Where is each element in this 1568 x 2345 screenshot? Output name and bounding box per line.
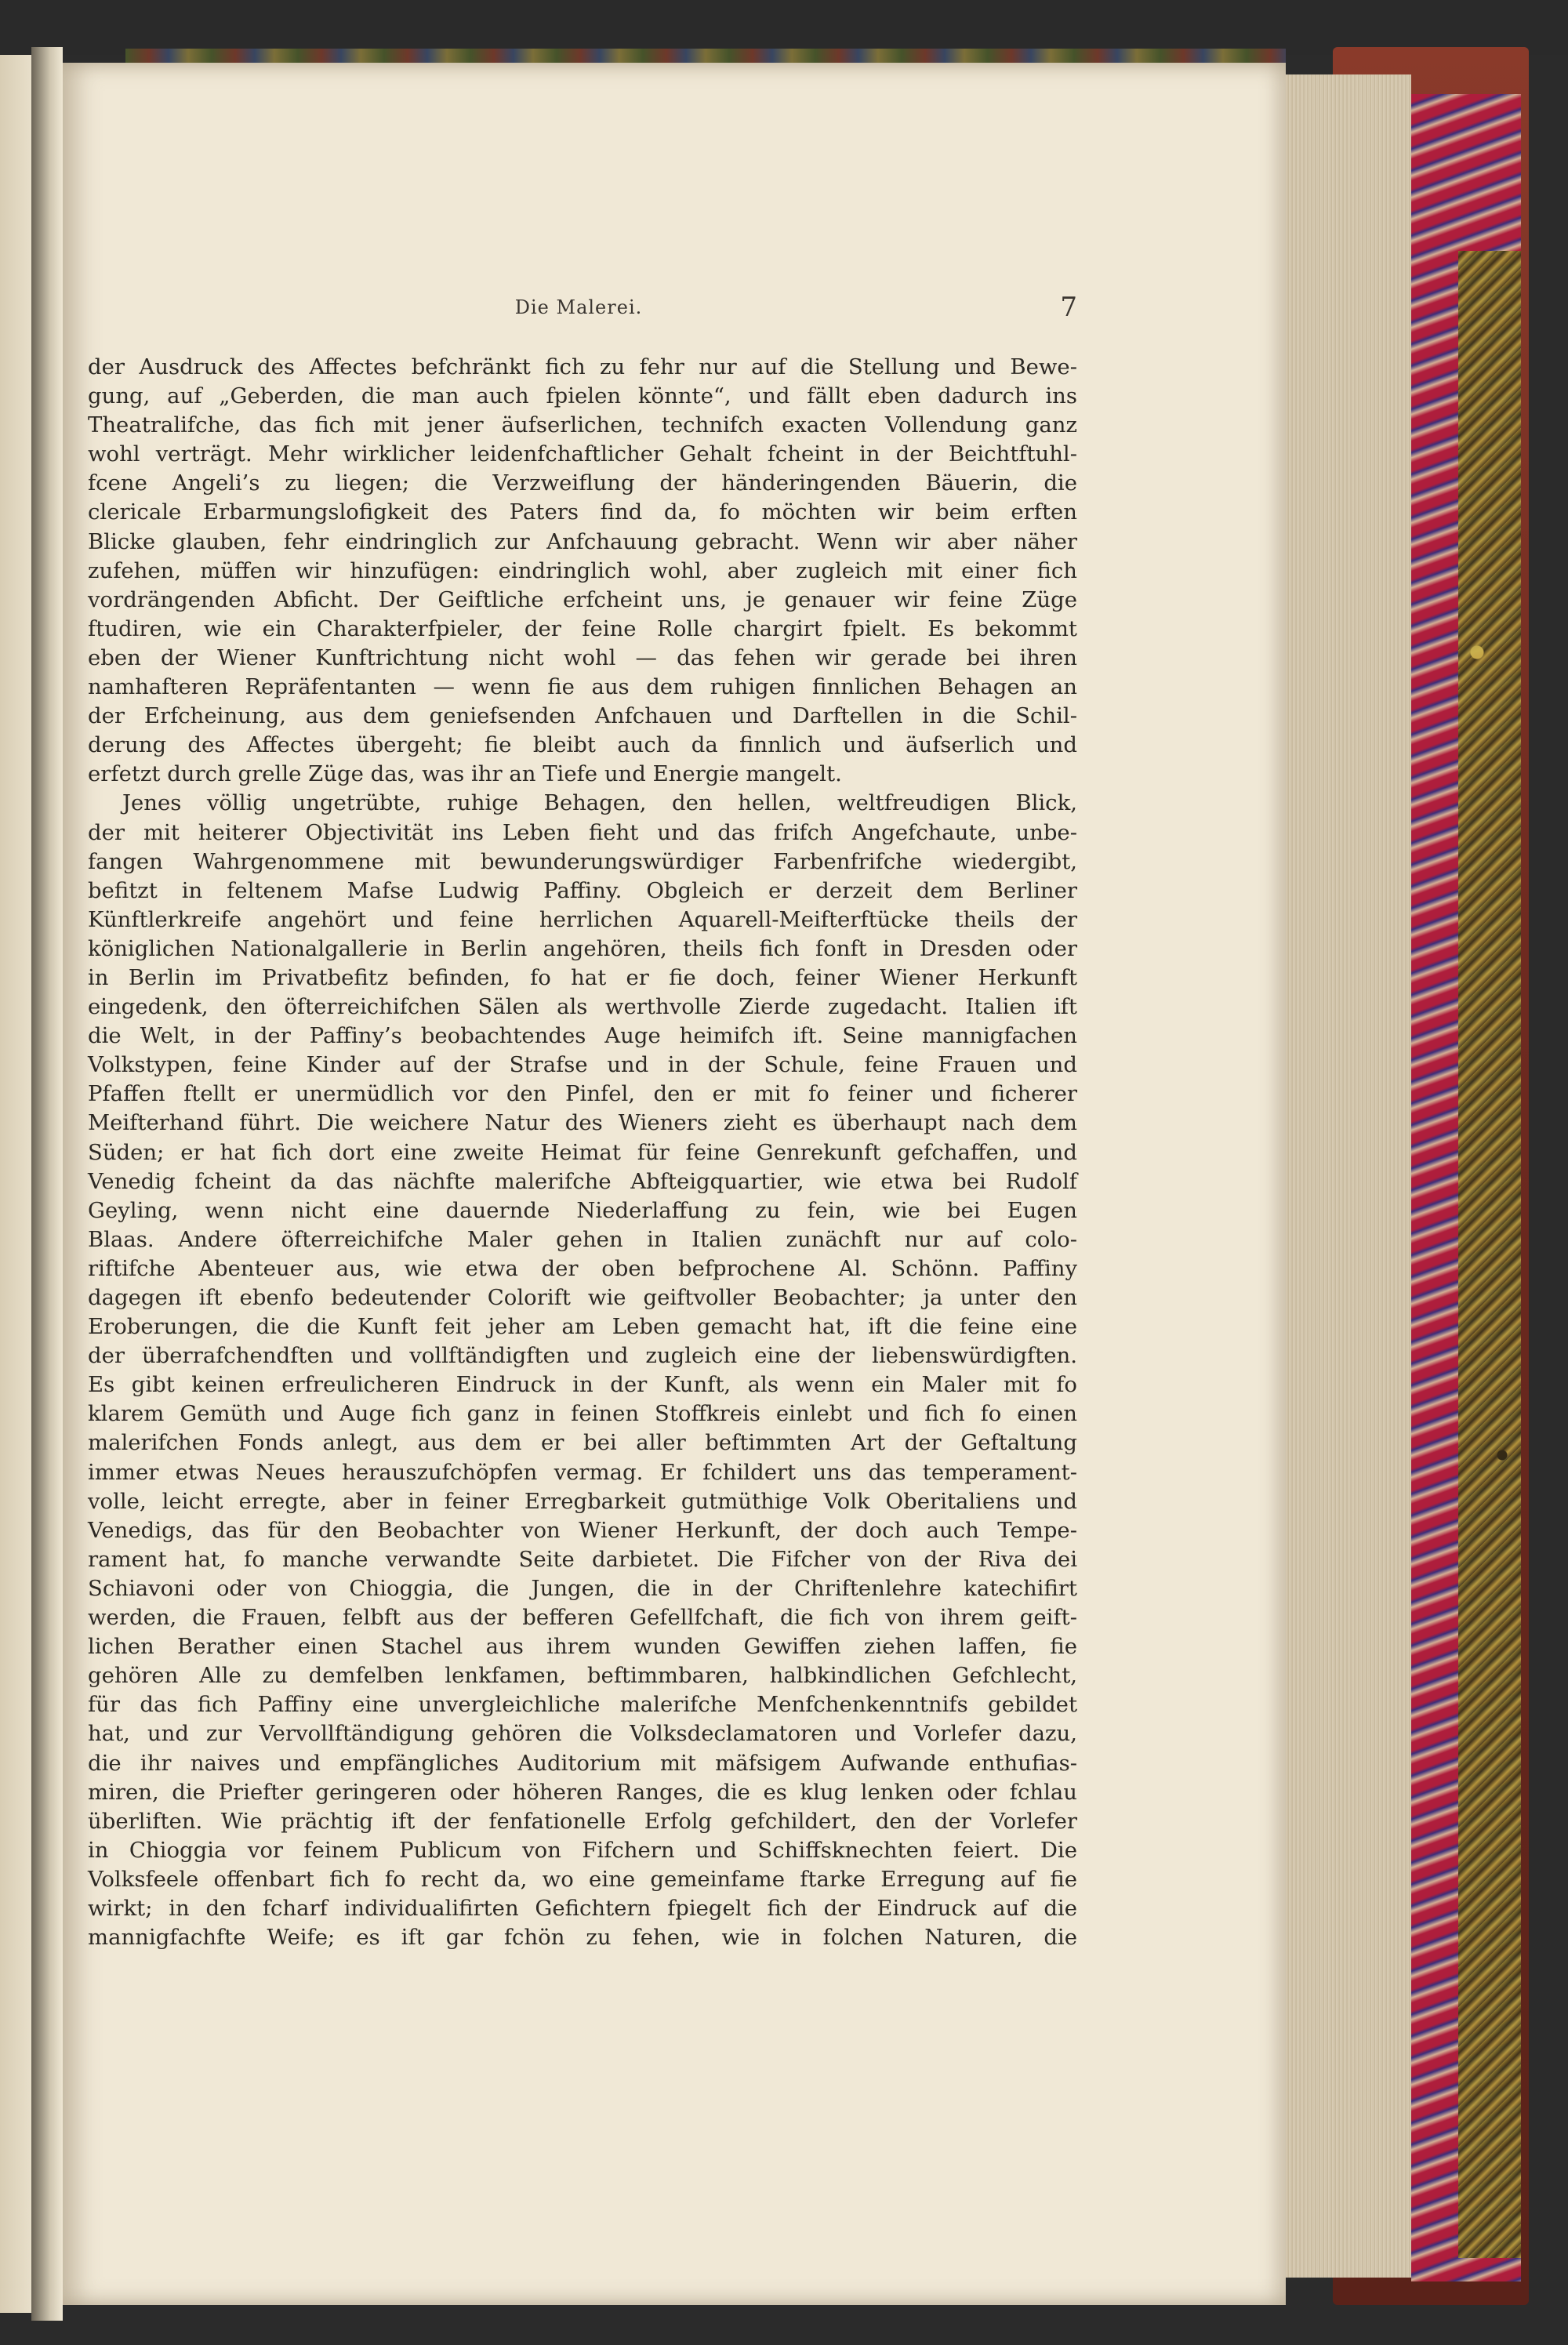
text-line: werden, die Frauen, felbft aus der befferen Gefellfchaft, die fich von ihrem geift- <box>88 1605 1077 1631</box>
text-line: Venedig fcheint da das nächfte malerifche Abfteigquartier, wie etwa bei Rudolf <box>88 1168 1077 1194</box>
text-line: wohl verträgt. Mehr wirklicher leidenfchaftlicher Gehalt fcheint in der Beichtftuhl- <box>88 441 1077 467</box>
text-line: eingedenk, den öfterreichifchen Sälen als werthvolle Zierde zugedacht. Italien ift <box>88 994 1077 1020</box>
paragraph-last-line: erfetzt durch grelle Züge das, was ihr an Tiefe und Energie mangelt. <box>88 761 842 787</box>
book-gutter <box>31 47 63 2321</box>
text-line: namhafteren Repräfentanten — wenn fie aus dem ruhigen finnlichen Behagen an <box>88 674 1077 700</box>
text-line: Meifterhand führt. Die weichere Natur des Wieners zieht es überhaupt nach dem <box>88 1110 1077 1136</box>
text-line: immer etwas Neues herauszufchöpfen vermag. Er fchildert uns das temperament- <box>88 1459 1077 1485</box>
text-line: Venedigs, das für den Beobachter von Wiener Herkunft, der doch auch Tempe- <box>88 1517 1077 1543</box>
page-header <box>88 292 1077 328</box>
text-line: Süden; er hat fich dort eine zweite Heimat für feine Genrekunft gefchaffen, und <box>88 1139 1077 1165</box>
text-line: in Chioggia vor feinem Publicum von Fifchern und Schiffsknechten feiert. Die <box>88 1837 1077 1863</box>
text-line: fangen Wahrgenommene mit bewunderungswürdiger Farbenfrifche wiedergibt, <box>88 848 1077 874</box>
text-line: der überrafchendften und vollftändigften und zugleich eine der liebenswürdigften. <box>88 1343 1077 1369</box>
text-line: Geyling, wenn nicht eine dauernde Niederlaffung zu fein, wie bei Eugen <box>88 1197 1077 1223</box>
text-line: dagegen ift ebenfo bedeutender Colorift wie geiftvoller Beobachter; ja unter den <box>88 1285 1077 1310</box>
text-line: malerifchen Fonds anlegt, aus dem er bei aller beftimmten Art der Geftaltung <box>88 1430 1077 1456</box>
text-line: miren, die Priefter geringeren oder höheren Ranges, die es klug lenken oder fchlau <box>88 1779 1077 1805</box>
text-line: Künftlerkreife angehört und feine herrlichen Aquarell-Meifterftücke theils der <box>88 906 1077 932</box>
text-line: in Berlin im Privatbefitz befinden, fo hat er fie doch, feiner Wiener Herkunft <box>88 964 1077 990</box>
previous-page-edge <box>0 55 33 2313</box>
running-head: Die Malerei. <box>514 296 643 318</box>
text-line: der Erfcheinung, aus dem geniefsenden Anfchauen und Darftellen in die Schil- <box>88 703 1077 729</box>
text-line: gehören Alle zu demfelben lenkfamen, beftimmbaren, halbkindlichen Gefchlecht, <box>88 1663 1077 1689</box>
text-line: befitzt in feltenem Mafse Ludwig Paffiny. Obgleich er derzeit dem Berliner <box>88 877 1077 903</box>
text-line: klarem Gemüth und Auge fich ganz in feinen Stoffkreis einlebt und fich fo einen <box>88 1401 1077 1427</box>
text-line: Schiavoni oder von Chioggia, die Jungen, die in der Chriftenlehre katechifirt <box>88 1575 1077 1601</box>
paragraph-first-line: Jenes völlig ungetrübte, ruhige Behagen, den hellen, weltfreudigen Blick, <box>122 790 1077 816</box>
text-line: Theatralifche, das fich mit jener äufserlichen, technifch exacten Vollendung ganz <box>88 412 1077 438</box>
text-line: der mit heiterer Objectivität ins Leben fieht und das frifch Angefchaute, unbe- <box>88 819 1077 845</box>
text-line: vordrängenden Abficht. Der Geiftliche erfcheint uns, je genauer wir feine Züge <box>88 586 1077 612</box>
text-line: eben der Wiener Kunftrichtung nicht wohl — das fehen wir gerade bei ihren <box>88 644 1077 670</box>
text-line: rament hat, fo manche verwandte Seite darbietet. Die Fifcher von der Riva dei <box>88 1546 1077 1572</box>
text-line: riftifche Abenteuer aus, wie etwa der oben befprochene Al. Schönn. Paffiny <box>88 1255 1077 1281</box>
text-line: Eroberungen, die die Kunft feit jeher am Leben gemacht hat, ift die feine eine <box>88 1314 1077 1340</box>
text-line: Blaas. Andere öfterreichifche Maler gehen in Italien zunächft nur auf colo- <box>88 1226 1077 1252</box>
body-text <box>88 353 1077 1952</box>
text-line: volle, leicht erregte, aber in feiner Erregbarkeit gutmüthige Volk Oberitaliens und <box>88 1488 1077 1514</box>
text-line: fcene Angeli’s zu liegen; die Verzweiflung der händeringenden Bäuerin, die <box>88 470 1077 496</box>
text-line: überliften. Wie prächtig ift der fenfationelle Erfolg gefchildert, den der Vorlefer <box>88 1808 1077 1834</box>
text-line: die Welt, in der Paffiny’s beobachtendes Auge heimifch ift. Seine mannigfachen <box>88 1023 1077 1049</box>
text-line: zufehen, müffen wir hinzufügen: eindringlich wohl, aber zugleich mit einer fich <box>88 557 1077 583</box>
text-line: mannigfachfte Weife; es ift gar fchön zu fehen, wie in folchen Naturen, die <box>88 1925 1077 1951</box>
text-line: der Ausdruck des Affectes befchränkt fich zu fehr nur auf die Stellung und Bewe- <box>88 354 1077 379</box>
text-line: derung des Affectes übergeht; fie bleibt auch da finnlich und äufserlich und <box>88 732 1077 758</box>
page-edges <box>1286 74 1411 2278</box>
marbled-board <box>1458 251 1521 2258</box>
page-number: 7 <box>1060 292 1077 323</box>
text-line: Volksfeele offenbart fich fo recht da, wo eine gemeinfame ftarke Erregung auf fie <box>88 1866 1077 1892</box>
text-line: gung, auf „Geberden, die man auch fpielen könnte“, und fällt eben dadurch ins <box>88 383 1077 409</box>
text-line: Pfaffen ftellt er unermüdlich vor den Pinfel, den er mit fo feiner und ficherer <box>88 1081 1077 1107</box>
text-line: lichen Berather einen Stachel aus ihrem wunden Gewiffen ziehen laffen, fie <box>88 1634 1077 1660</box>
text-line: Blicke glauben, fehr eindringlich zur Anfchauung gebracht. Wenn wir aber näher <box>88 528 1077 554</box>
text-line: clericale Erbarmungslofigkeit des Paters find da, fo möchten wir beim erften <box>88 499 1077 525</box>
text-line: königlichen Nationalgallerie in Berlin angehören, theils fich fonft in Dresden oder <box>88 935 1077 961</box>
text-line: wirkt; in den fcharf individualifirten Gefichtern fpiegelt fich der Eindruck auf die <box>88 1895 1077 1921</box>
text-line: die ihr naives und empfängliches Auditorium mit mäfsigem Aufwande enthufias- <box>88 1750 1077 1776</box>
background-top <box>0 0 1568 55</box>
text-line: ftudiren, wie ein Charakterfpieler, der feine Rolle chargirt fpielt. Es bekommt <box>88 615 1077 641</box>
text-line: Volkstypen, feine Kinder auf der Strafse und in der Schule, feine Frauen und <box>88 1052 1077 1078</box>
text-line: Es gibt keinen erfreulicheren Eindruck in der Kunft, als wenn ein Maler mit fo <box>88 1372 1077 1398</box>
text-line: hat, und zur Vervollftändigung gehören die Volksdeclamatoren und Vorlefer dazu, <box>88 1721 1077 1747</box>
text-line: für das fich Paffiny eine unvergleichliche malerifche Menfchenkenntnifs gebildet <box>88 1692 1077 1718</box>
